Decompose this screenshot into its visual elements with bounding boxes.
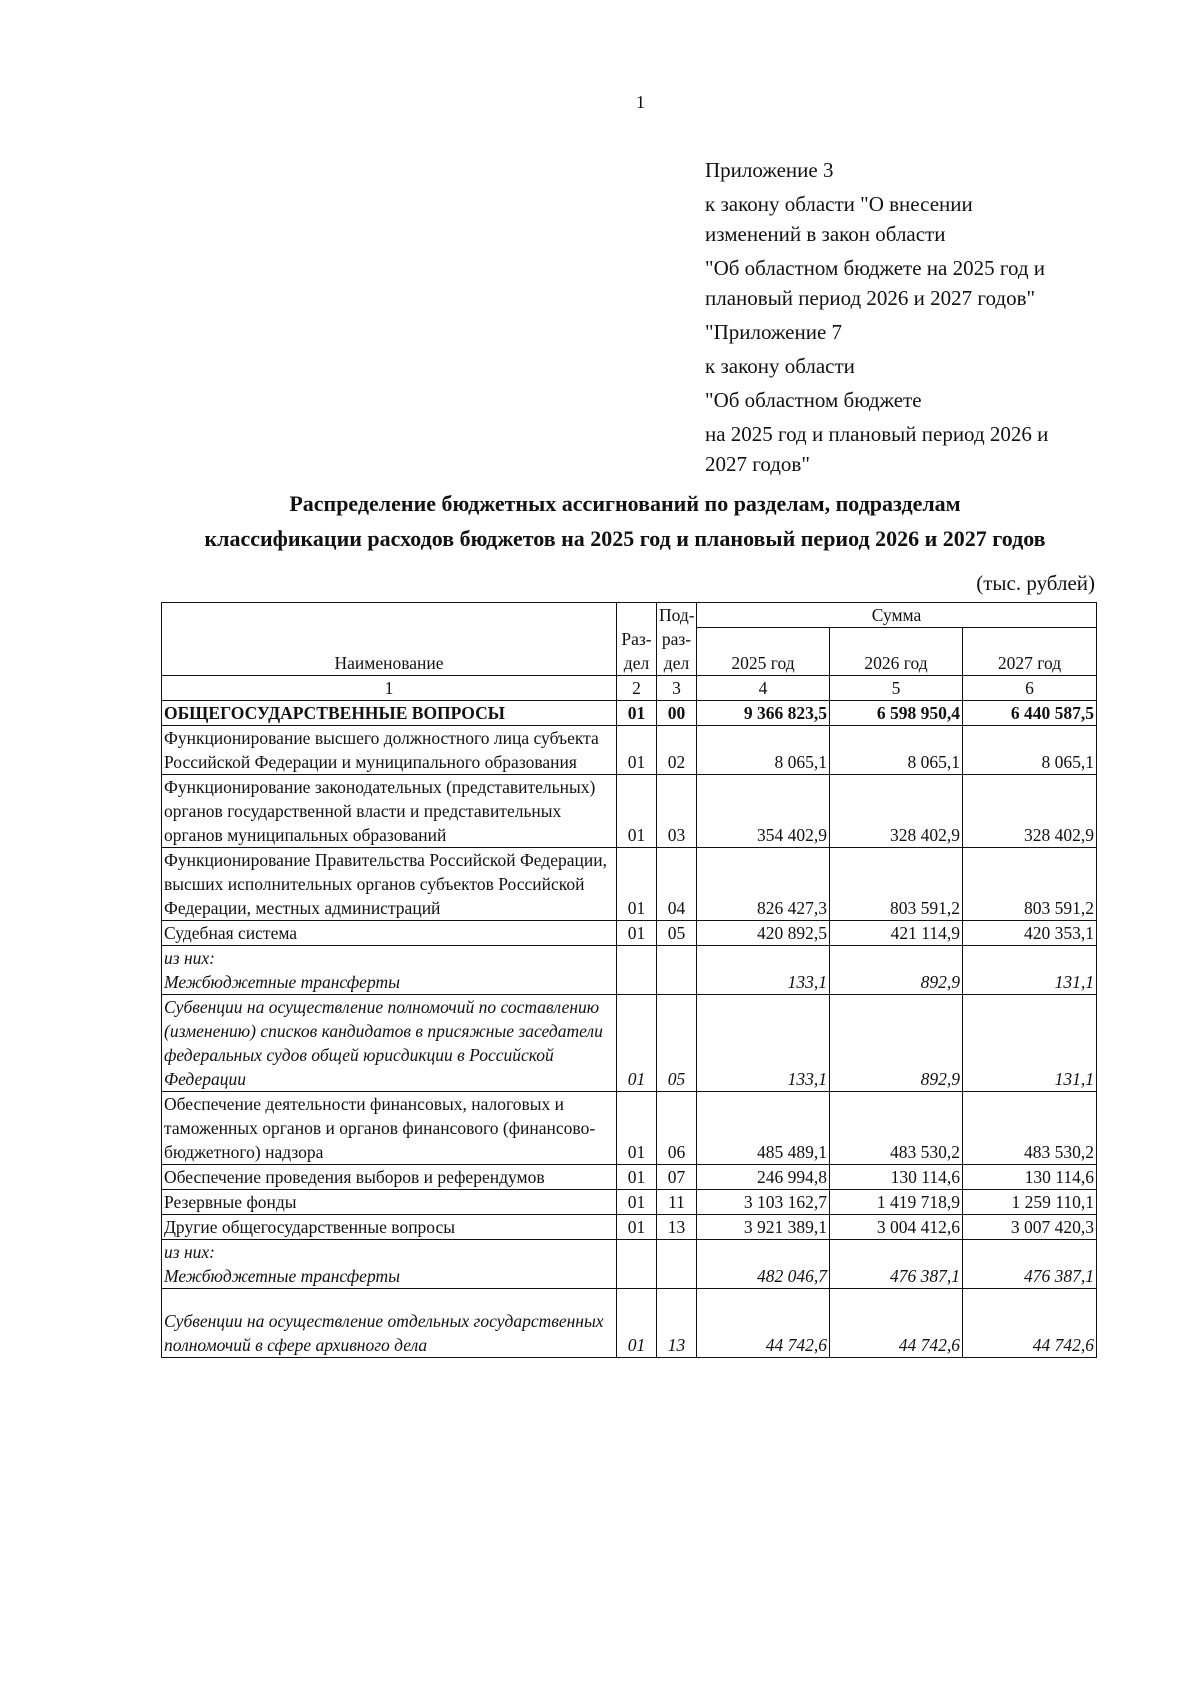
row-value-2027: 476 387,1 <box>963 1240 1097 1289</box>
row-podrazdel: 07 <box>657 1165 697 1190</box>
row-value-2027: 131,1 <box>963 995 1097 1092</box>
column-number: 3 <box>657 676 697 701</box>
row-value-2025: 420 892,5 <box>697 921 830 946</box>
header-name: Наименование <box>162 603 617 676</box>
row-value-2025: 133,1 <box>697 946 830 995</box>
row-value-2027: 131,1 <box>963 946 1097 995</box>
annex-line: изменений в закон области <box>705 222 946 246</box>
row-value-2025: 8 065,1 <box>697 726 830 775</box>
header-podrazdel-line: раз- <box>661 629 692 649</box>
row-name <box>162 1240 617 1289</box>
header-summa: Сумма <box>697 603 1097 628</box>
row-podrazdel: 05 <box>657 995 697 1092</box>
column-number-row <box>162 676 1097 701</box>
row-podrazdel: 13 <box>657 1289 697 1358</box>
column-number: 6 <box>963 676 1097 701</box>
annex-block <box>705 155 1125 479</box>
header-year-2025: 2025 год <box>697 628 830 676</box>
row-podrazdel: 00 <box>657 701 697 726</box>
row-value-2026: 3 004 412,6 <box>830 1215 963 1240</box>
row-razdel: 01 <box>617 701 657 726</box>
row-value-2025: 3 921 389,1 <box>697 1215 830 1240</box>
row-value-2026: 8 065,1 <box>830 726 963 775</box>
row-name: Функционирование законодательных (представительных) органов государственной власти и представительных органов муниципальных образований <box>162 775 617 848</box>
row-value-2025: 485 489,1 <box>697 1092 830 1165</box>
header-podrazdel <box>657 603 697 676</box>
column-number: 5 <box>830 676 963 701</box>
annex-line: "Приложение 7 <box>705 320 843 344</box>
row-value-2027: 130 114,6 <box>963 1165 1097 1190</box>
row-name: Резервные фонды <box>162 1190 617 1215</box>
row-name: Обеспечение деятельности финансовых, налоговых и таможенных органов и органов финансового (финансово-бюджетного) надзора <box>162 1092 617 1165</box>
annex-line: на 2025 год и плановый период 2026 и <box>705 422 1049 446</box>
row-razdel: 01 <box>617 1190 657 1215</box>
row-value-2026: 803 591,2 <box>830 848 963 921</box>
annex-line: "Об областном бюджете <box>705 388 922 412</box>
row-value-2025: 482 046,7 <box>697 1240 830 1289</box>
row-razdel: 01 <box>617 775 657 848</box>
annex-line: "Об областном бюджете на 2025 год и <box>705 256 1046 280</box>
row-value-2026: 892,9 <box>830 995 963 1092</box>
row-razdel: 01 <box>617 1289 657 1358</box>
table-row <box>162 921 1097 946</box>
row-name: Функционирование Правительства Российской Федерации, высших исполнительных органов субъектов Российской Федерации, местных администраций <box>162 848 617 921</box>
row-podrazdel: 11 <box>657 1190 697 1215</box>
annex-line: к закону области <box>705 354 855 378</box>
row-name: Функционирование высшего должностного лица субъекта Российской Федерации и муниципального образования <box>162 726 617 775</box>
header-year-2027: 2027 год <box>963 628 1097 676</box>
table-row <box>162 1165 1097 1190</box>
annex-line: к закону области "О внесении <box>705 192 973 216</box>
row-podrazdel: 04 <box>657 848 697 921</box>
row-value-2027: 44 742,6 <box>963 1289 1097 1358</box>
table-row <box>162 995 1097 1092</box>
row-value-2026: 476 387,1 <box>830 1240 963 1289</box>
row-name: ОБЩЕГОСУДАРСТВЕННЫЕ ВОПРОСЫ <box>162 701 617 726</box>
row-value-2027: 6 440 587,5 <box>963 701 1097 726</box>
row-podrazdel: 03 <box>657 775 697 848</box>
row-name: Субвенции на осуществление полномочий по составлению (изменению) списков кандидатов в присяжные заседатели федеральных судов общей юрисдикции в Российской Федерации <box>162 995 617 1092</box>
annex-line: 2027 годов" <box>705 452 810 476</box>
row-razdel: 01 <box>617 995 657 1092</box>
page-number: 1 <box>636 92 645 112</box>
document-title-line: Распределение бюджетных ассигнований по разделам, подразделам <box>289 491 961 516</box>
row-prefix: из них: <box>164 1242 215 1262</box>
annex-line: Приложение 3 <box>705 158 834 182</box>
row-razdel: 01 <box>617 1215 657 1240</box>
row-razdel: 01 <box>617 921 657 946</box>
header-podrazdel-line: Под- <box>659 605 695 625</box>
table-row <box>162 946 1097 995</box>
header-podrazdel-line: дел <box>663 653 690 673</box>
row-name-text: Межбюджетные трансферты <box>164 972 400 992</box>
annex-line: плановый период 2026 и 2027 годов" <box>705 286 1036 310</box>
row-value-2027: 420 353,1 <box>963 921 1097 946</box>
document-title <box>150 486 1100 556</box>
column-number: 4 <box>697 676 830 701</box>
row-podrazdel: 13 <box>657 1215 697 1240</box>
table-row <box>162 775 1097 848</box>
row-razdel: 01 <box>617 726 657 775</box>
row-value-2026: 421 114,9 <box>830 921 963 946</box>
row-podrazdel: 05 <box>657 921 697 946</box>
row-value-2026: 892,9 <box>830 946 963 995</box>
row-value-2025: 133,1 <box>697 995 830 1092</box>
table-row <box>162 1240 1097 1289</box>
row-podrazdel <box>657 1240 697 1289</box>
row-podrazdel: 02 <box>657 726 697 775</box>
table-row <box>162 848 1097 921</box>
row-name <box>162 946 617 995</box>
header-razdel-line: дел <box>623 653 650 673</box>
row-value-2026: 130 114,6 <box>830 1165 963 1190</box>
row-value-2025: 44 742,6 <box>697 1289 830 1358</box>
row-name-text: Межбюджетные трансферты <box>164 1266 400 1286</box>
column-number: 1 <box>162 676 617 701</box>
header-razdel <box>617 603 657 676</box>
row-razdel: 01 <box>617 1165 657 1190</box>
row-razdel <box>617 946 657 995</box>
table-row <box>162 701 1097 726</box>
header-year-2026: 2026 год <box>830 628 963 676</box>
row-name: Субвенции на осуществление отдельных государственных полномочий в сфере архивного дела <box>162 1289 617 1358</box>
table-row <box>162 1190 1097 1215</box>
row-value-2026: 6 598 950,4 <box>830 701 963 726</box>
row-podrazdel <box>657 946 697 995</box>
row-value-2025: 9 366 823,5 <box>697 701 830 726</box>
table-row <box>162 1092 1097 1165</box>
table-row <box>162 1215 1097 1240</box>
table-row <box>162 726 1097 775</box>
column-number: 2 <box>617 676 657 701</box>
header-razdel-line: Раз- <box>621 629 652 649</box>
document-title-line: классификации расходов бюджетов на 2025 год и плановый период 2026 и 2027 годов <box>204 526 1046 551</box>
budget-table <box>161 602 1097 1358</box>
row-value-2025: 246 994,8 <box>697 1165 830 1190</box>
row-value-2027: 328 402,9 <box>963 775 1097 848</box>
row-value-2025: 826 427,3 <box>697 848 830 921</box>
row-razdel: 01 <box>617 1092 657 1165</box>
row-name: Другие общегосударственные вопросы <box>162 1215 617 1240</box>
row-value-2027: 803 591,2 <box>963 848 1097 921</box>
table-header-row <box>162 603 1097 628</box>
row-value-2026: 328 402,9 <box>830 775 963 848</box>
units-label: (тыс. рублей) <box>976 571 1095 595</box>
row-value-2027: 8 065,1 <box>963 726 1097 775</box>
row-value-2027: 483 530,2 <box>963 1092 1097 1165</box>
row-value-2025: 3 103 162,7 <box>697 1190 830 1215</box>
row-name: Судебная система <box>162 921 617 946</box>
row-podrazdel: 06 <box>657 1092 697 1165</box>
row-value-2026: 483 530,2 <box>830 1092 963 1165</box>
row-value-2027: 1 259 110,1 <box>963 1190 1097 1215</box>
row-name: Обеспечение проведения выборов и референдумов <box>162 1165 617 1190</box>
row-value-2026: 44 742,6 <box>830 1289 963 1358</box>
row-value-2026: 1 419 718,9 <box>830 1190 963 1215</box>
row-prefix: из них: <box>164 948 215 968</box>
row-razdel: 01 <box>617 848 657 921</box>
row-value-2025: 354 402,9 <box>697 775 830 848</box>
table-row <box>162 1289 1097 1358</box>
row-value-2027: 3 007 420,3 <box>963 1215 1097 1240</box>
row-razdel <box>617 1240 657 1289</box>
